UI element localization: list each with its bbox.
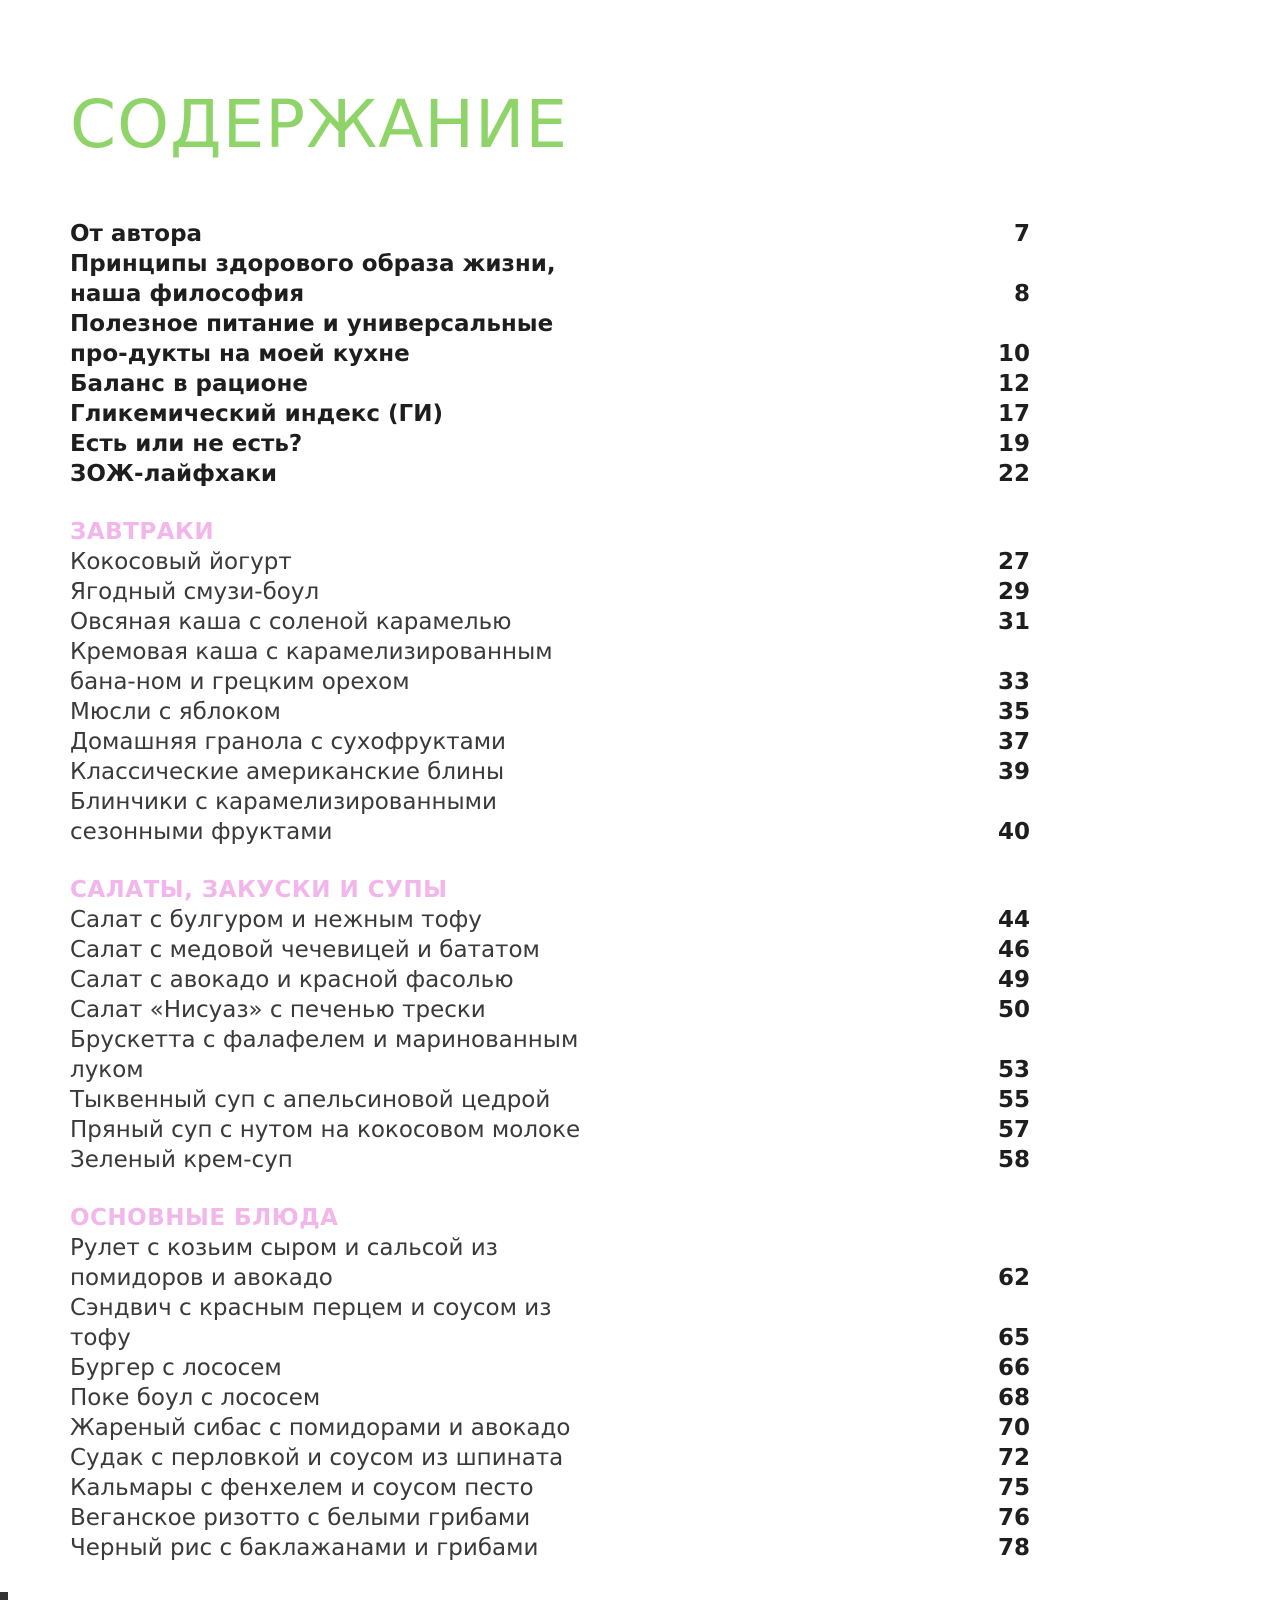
entry-title: Классические американские блины (70, 759, 505, 785)
toc-entry[interactable] (70, 1233, 1030, 1293)
entry-page-number: 7 (1013, 221, 1030, 247)
entry-page-number: 72 (997, 1445, 1030, 1471)
toc-entry[interactable] (70, 727, 1030, 757)
entry-title: Брускетта с фалафелем и маринованным луком (70, 1027, 579, 1083)
entry-page-number: 22 (997, 461, 1030, 487)
toc-section (70, 1203, 1030, 1563)
toc-entry[interactable] (70, 965, 1030, 995)
toc-entry[interactable] (70, 905, 1030, 935)
entry-title: Полезное питание и универсальные про-дукты на моей кухне (70, 311, 554, 367)
entry-page-number: 35 (997, 699, 1030, 725)
toc-section (70, 219, 1030, 489)
entry-page-number: 53 (997, 1057, 1030, 1083)
toc-entry[interactable] (70, 1503, 1030, 1533)
entry-title: Мюсли с яблоком (70, 699, 281, 725)
toc-entry[interactable] (70, 1533, 1030, 1563)
toc-entry[interactable] (70, 935, 1030, 965)
entry-title: Есть или не есть? (70, 431, 303, 457)
toc-entry[interactable] (70, 607, 1030, 637)
entry-page-number: 78 (997, 1535, 1030, 1561)
toc-entry[interactable] (70, 1293, 1030, 1353)
toc-entry[interactable] (70, 1413, 1030, 1443)
entry-page-number: 46 (997, 937, 1030, 963)
entry-page-number: 39 (997, 759, 1030, 785)
page-title: СОДЕРЖАНИЕ (70, 86, 569, 163)
toc-entry[interactable] (70, 1353, 1030, 1383)
entry-page-number: 68 (997, 1385, 1030, 1411)
entry-page-number: 44 (997, 907, 1030, 933)
entry-title: Кремовая каша с карамелизированным бана-ном и грецким орехом (70, 639, 553, 695)
toc-section (70, 517, 1030, 847)
table-of-contents (70, 219, 1030, 1563)
entry-title: Зеленый крем-суп (70, 1147, 293, 1173)
entry-title: Бургер с лососем (70, 1355, 282, 1381)
toc-entry[interactable] (70, 1443, 1030, 1473)
entry-page-number: 31 (997, 609, 1030, 635)
entry-title: Салат «Нисуаз» с печенью трески (70, 997, 486, 1023)
toc-entry[interactable] (70, 697, 1030, 727)
entry-page-number: 37 (997, 729, 1030, 755)
entry-title: Салат с медовой чечевицей и бататом (70, 937, 540, 963)
entry-page-number: 27 (997, 549, 1030, 575)
section-heading: ОСНОВНЫЕ БЛЮДА (70, 1205, 339, 1231)
entry-title: Принципы здорового образа жизни, наша философия (70, 251, 556, 307)
toc-entry[interactable] (70, 249, 1030, 309)
toc-entry[interactable] (70, 547, 1030, 577)
entry-page-number: 12 (997, 371, 1030, 397)
entry-page-number: 50 (997, 997, 1030, 1023)
toc-entry[interactable] (70, 459, 1030, 489)
entry-title: Кокосовый йогурт (70, 549, 292, 575)
toc-entry[interactable] (70, 1145, 1030, 1175)
toc-entry[interactable] (70, 787, 1030, 847)
entry-page-number: 8 (1013, 281, 1030, 307)
entry-title: Поке боул с лососем (70, 1385, 321, 1411)
entry-title: Веганское ризотто с белыми грибами (70, 1505, 531, 1531)
entry-page-number: 49 (997, 967, 1030, 993)
toc-entry[interactable] (70, 1473, 1030, 1503)
entry-title: Жареный сибас с помидорами и авокадо (70, 1415, 571, 1441)
entry-title: Кальмары с фенхелем и соусом песто (70, 1475, 534, 1501)
section-heading: САЛАТЫ, ЗАКУСКИ И СУПЫ (70, 877, 448, 903)
entry-title: От автора (70, 221, 203, 247)
entry-title: Овсяная каша с соленой карамелью (70, 609, 512, 635)
entry-title: Пряный суп с нутом на кокосовом молоке (70, 1117, 581, 1143)
entry-page-number: 19 (997, 431, 1030, 457)
entry-title: Гликемический индекс (ГИ) (70, 401, 443, 427)
entry-title: Судак с перловкой и соусом из шпината (70, 1445, 564, 1471)
entry-page-number: 57 (997, 1117, 1030, 1143)
toc-entry[interactable] (70, 577, 1030, 607)
entry-page-number: 65 (997, 1325, 1030, 1351)
entry-title: Сэндвич с красным перцем и соусом из тофу (70, 1295, 552, 1351)
section-heading: ЗАВТРАКИ (70, 519, 215, 545)
entry-page-number: 55 (997, 1087, 1030, 1113)
entry-title: Ягодный смузи-боул (70, 579, 320, 605)
entry-page-number: 33 (997, 669, 1030, 695)
entry-page-number: 17 (997, 401, 1030, 427)
entry-title: Салат с булгуром и нежным тофу (70, 907, 482, 933)
entry-page-number: 62 (997, 1265, 1030, 1291)
toc-entry[interactable] (70, 757, 1030, 787)
entry-page-number: 40 (997, 819, 1030, 845)
entry-title: Черный рис с баклажанами и грибами (70, 1535, 539, 1561)
toc-entry[interactable] (70, 429, 1030, 459)
toc-entry[interactable] (70, 1383, 1030, 1413)
toc-entry[interactable] (70, 309, 1030, 369)
entry-title: Рулет с козьим сыром и сальсой из помидоров и авокадо (70, 1235, 498, 1291)
entry-title: Салат с авокадо и красной фасолью (70, 967, 514, 993)
toc-entry[interactable] (70, 399, 1030, 429)
entry-page-number: 29 (997, 579, 1030, 605)
toc-entry[interactable] (70, 369, 1030, 399)
entry-page-number: 66 (997, 1355, 1030, 1381)
entry-title: Тыквенный суп с апельсиновой цедрой (70, 1087, 551, 1113)
entry-page-number: 70 (997, 1415, 1030, 1441)
entry-page-number: 58 (997, 1147, 1030, 1173)
toc-entry[interactable] (70, 1115, 1030, 1145)
entry-page-number: 76 (997, 1505, 1030, 1531)
entry-title: ЗОЖ-лайфхаки (70, 461, 277, 487)
entry-page-number: 75 (997, 1475, 1030, 1501)
entry-title: Домашняя гранола с сухофруктами (70, 729, 507, 755)
toc-section (70, 875, 1030, 1175)
toc-entry[interactable] (70, 1085, 1030, 1115)
entry-page-number: 10 (997, 341, 1030, 367)
page-corner-mark (0, 1592, 8, 1600)
toc-entry[interactable] (70, 637, 1030, 697)
entry-title: Баланс в рационе (70, 371, 308, 397)
entry-title: Блинчики с карамелизированными сезонными фруктами (70, 789, 497, 845)
toc-entry[interactable] (70, 995, 1030, 1025)
toc-entry[interactable] (70, 219, 1030, 249)
toc-entry[interactable] (70, 1025, 1030, 1085)
